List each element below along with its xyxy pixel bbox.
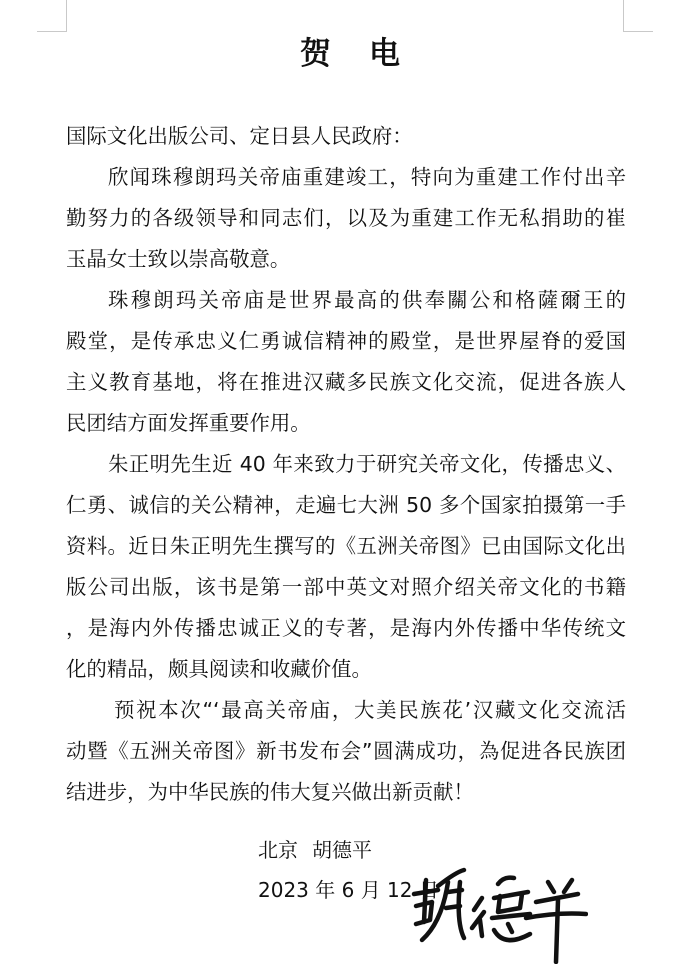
paragraph-3-line-1: 朱正明先生近 40 年来致力于研究关帝文化，传播忠义、 <box>108 452 626 476</box>
signoff-place: 北京 <box>258 838 298 862</box>
paragraph-2-line-1: 珠穆朗玛关帝庙是世界最高的供奉關公和格薩爾王的 <box>108 288 626 312</box>
signoff-name: 胡德平 <box>312 838 372 862</box>
paragraph-1-line-1: 欣闻珠穆朗玛关帝庙重建竣工，特向为重建工作付出辛 <box>108 165 626 189</box>
paragraph-4-line-2: 动暨《五洲关帝图》新书发布会”圆满成功，為促进各民族团 <box>66 739 626 763</box>
paragraph-2-line-4: 民团结方面发挥重要作用。 <box>66 411 311 435</box>
paragraph-3-line-6: 化的精品，颇具阅读和收藏价值。 <box>66 657 372 681</box>
title-char-2: 电 <box>369 36 400 72</box>
document-title <box>0 28 700 73</box>
paragraph-4-line-1: 预祝本次“‘最高关帝庙，大美民族花’汉藏文化交流活 <box>114 698 626 722</box>
paragraph-4-line-3: 结进步，为中华民族的伟大复兴做出新贡献！ <box>66 780 474 804</box>
paragraph-1-line-2: 勤努力的各级领导和同志们，以及为重建工作无私捐助的崔 <box>66 206 626 230</box>
paragraph-3-line-3: 资料。近日朱正明先生撰写的《五洲关帝图》已由国际文化出 <box>66 534 626 558</box>
addressee-line: 国际文化出版公司、定日县人民政府： <box>66 124 413 148</box>
paragraph-3-line-5: ，是海内外传播忠诚正义的专著，是海内外传播中华传统文 <box>66 616 626 640</box>
signoff-name-line <box>258 834 372 863</box>
paragraph-2-line-2: 殿堂，是传承忠义仁勇诚信精神的殿堂，是世界屋脊的爱国 <box>66 329 626 353</box>
paragraph-3-line-4: 版公司出版，该书是第一部中英文对照介绍关帝文化的书籍 <box>66 575 626 599</box>
title-char-1: 贺 <box>300 36 331 72</box>
paragraph-3-line-2: 仁勇、诚信的关公精神，走遍七大洲 50 多个国家拍摄第一手 <box>66 493 626 517</box>
handwritten-signature-image <box>408 862 588 964</box>
paragraph-1-line-3: 玉晶女士致以崇高敬意。 <box>66 247 291 271</box>
letter-body <box>66 116 626 813</box>
paragraph-2-line-3: 主义教育基地，将在推进汉藏多民族文化交流，促进各族人 <box>66 370 626 394</box>
signoff-date: 2023 年 6 月 12 日 <box>258 878 439 902</box>
